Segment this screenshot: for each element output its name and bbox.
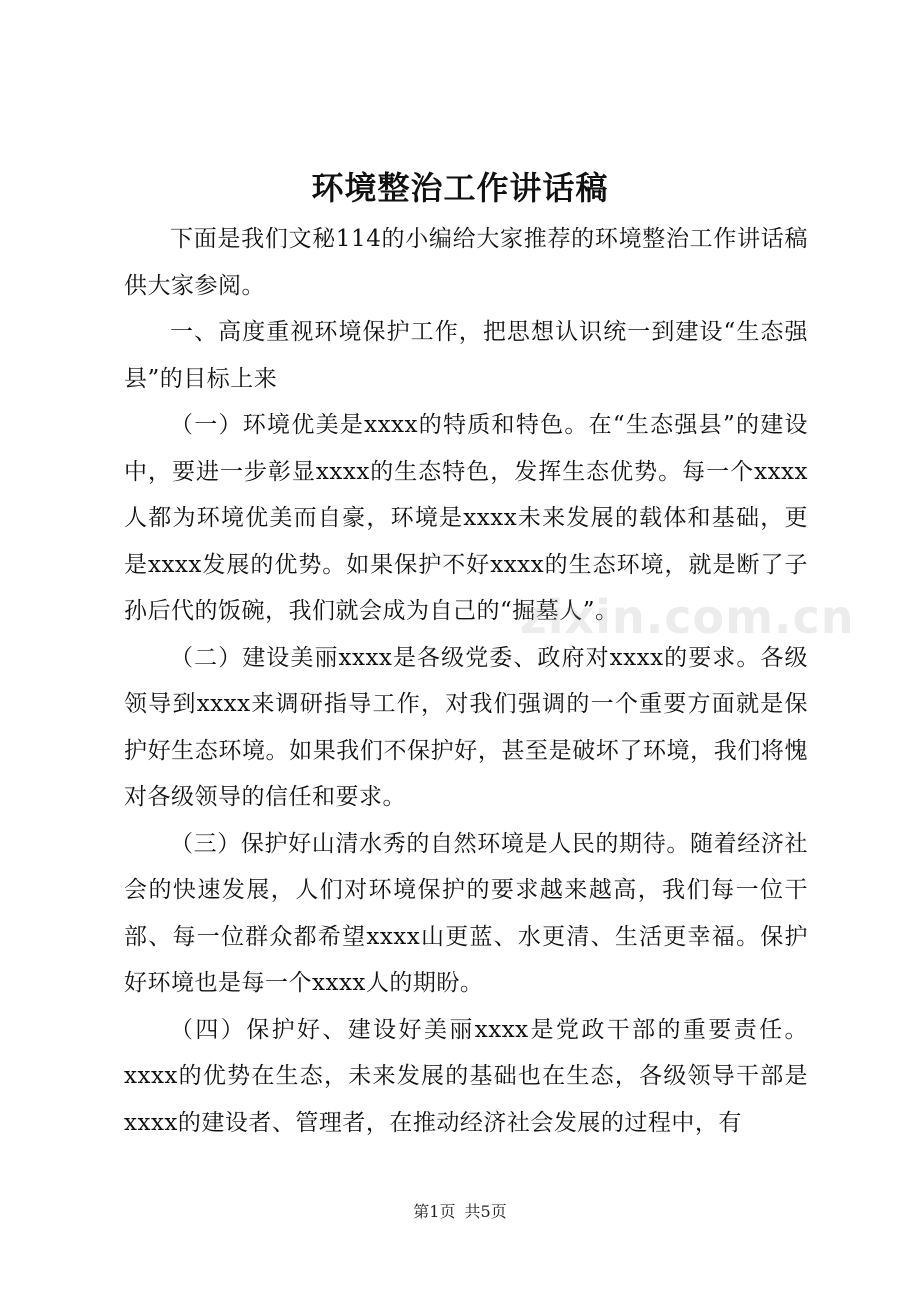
paragraph-intro: 下面是我们文秘114的小编给大家推荐的环境整治工作讲话稿供大家参阅。: [124, 226, 808, 299]
paragraph-section-heading: 一、高度重视环境保护工作，把思想认识统一到建设“生态强县”的目标上来: [124, 319, 808, 392]
paragraph-point-4: （四）保护好、建设好美丽xxxx是党政干部的重要责任。xxxx的优势在生态，未来发展的基础也在生态，各级领导干部是xxxx的建设者、管理者，在推动经济社会发展的过程中，有: [124, 1016, 808, 1136]
document-title: 环境整治工作讲话稿: [311, 169, 609, 207]
paragraph-point-3: （三）保护好山清水秀的自然环境是人民的期待。随着经济社会的快速发展，人们对环境保护的要求越来越高，我们每一位干部、每一位群众都希望xxxx山更蓝、水更清、生活更幸福。保护好环境也是每一个xxxx人的期盼。: [124, 830, 808, 996]
page-number: 第1页: [413, 1202, 456, 1221]
paragraph-point-1: （一）环境优美是xxxx的特质和特色。在“生态强县”的建设中，要进一步彰显xxxx的生态特色，发挥生态优势。每一个xxxx人都为环境优美而自豪，环境是xxxx未来发展的载体和基础，更是xxxx发展的优势。如果保护不好xxxx的生态环境，就是断了子孙后代的饭碗，我们就会成为自己的“掘墓人”。: [124, 412, 808, 624]
page-total: 共5页: [464, 1202, 507, 1221]
watermark: zixin.com.cn: [520, 590, 855, 644]
page-footer: [0, 1198, 920, 1226]
document-body: [124, 216, 808, 1146]
paragraph-point-2: （二）建设美丽xxxx是各级党委、政府对xxxx的要求。各级领导到xxxx来调研指导工作，对我们强调的一个重要方面就是保护好生态环境。如果我们不保护好，甚至是破坏了环境，我们将愧对各级领导的信任和要求。: [124, 644, 808, 810]
